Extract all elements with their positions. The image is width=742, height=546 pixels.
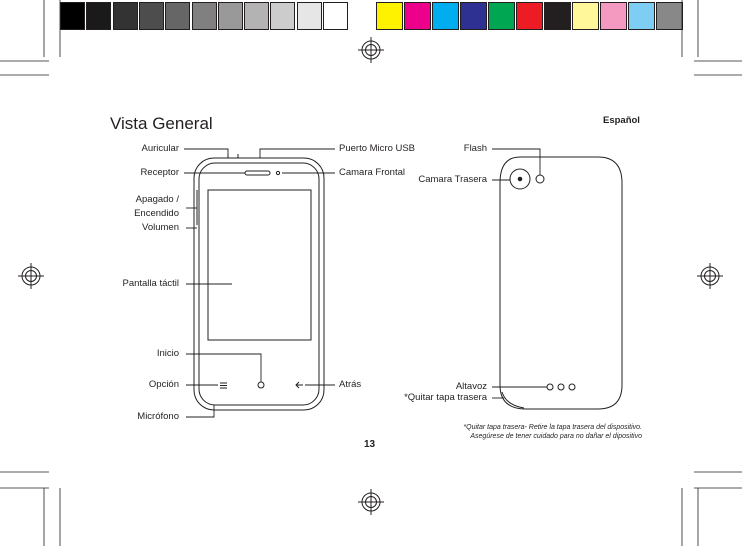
label-apagado: Apagado / bbox=[135, 194, 179, 205]
footnote bbox=[463, 424, 642, 442]
label-quitar-tapa: *Quitar tapa trasera bbox=[404, 392, 487, 403]
front-phone-drawing bbox=[194, 154, 324, 410]
registration-mark-top bbox=[358, 37, 384, 63]
label-opcion: Opción bbox=[148, 379, 179, 390]
label-atras: Atrás bbox=[339, 379, 362, 390]
registration-mark-bottom bbox=[358, 489, 384, 515]
page-title: Vista General bbox=[110, 114, 213, 133]
label-altavoz: Altavoz bbox=[455, 381, 487, 392]
label-pantalla: Pantalla táctil bbox=[122, 278, 179, 289]
label-camara-frontal: Camara Frontal bbox=[339, 167, 405, 178]
back-phone-drawing bbox=[500, 157, 622, 409]
label-encendido: Encendido bbox=[134, 208, 179, 219]
label-receptor: Receptor bbox=[140, 167, 179, 178]
label-auricular: Auricular bbox=[141, 143, 179, 154]
label-microfono: Micrófono bbox=[137, 411, 179, 422]
label-camara-trasera: Camara Trasera bbox=[418, 174, 487, 185]
label-inicio: Inicio bbox=[156, 348, 179, 359]
registration-mark-left bbox=[18, 263, 44, 289]
label-volumen: Volumen bbox=[142, 222, 179, 233]
footnote-line-1: *Quitar tapa trasera- Retire la tapa trasera del dispositivo. bbox=[463, 424, 642, 431]
page-number: 13 bbox=[364, 439, 376, 450]
label-puerto-usb: Puerto Micro USB bbox=[339, 143, 416, 154]
registration-mark-right bbox=[697, 263, 723, 289]
language-label: Español bbox=[603, 115, 640, 126]
front-leader-lines bbox=[184, 149, 335, 417]
label-flash: Flash bbox=[463, 143, 487, 154]
footnote-line-2: Asegúrese de tener cuidado para no dañar el dipositivo bbox=[470, 432, 642, 440]
